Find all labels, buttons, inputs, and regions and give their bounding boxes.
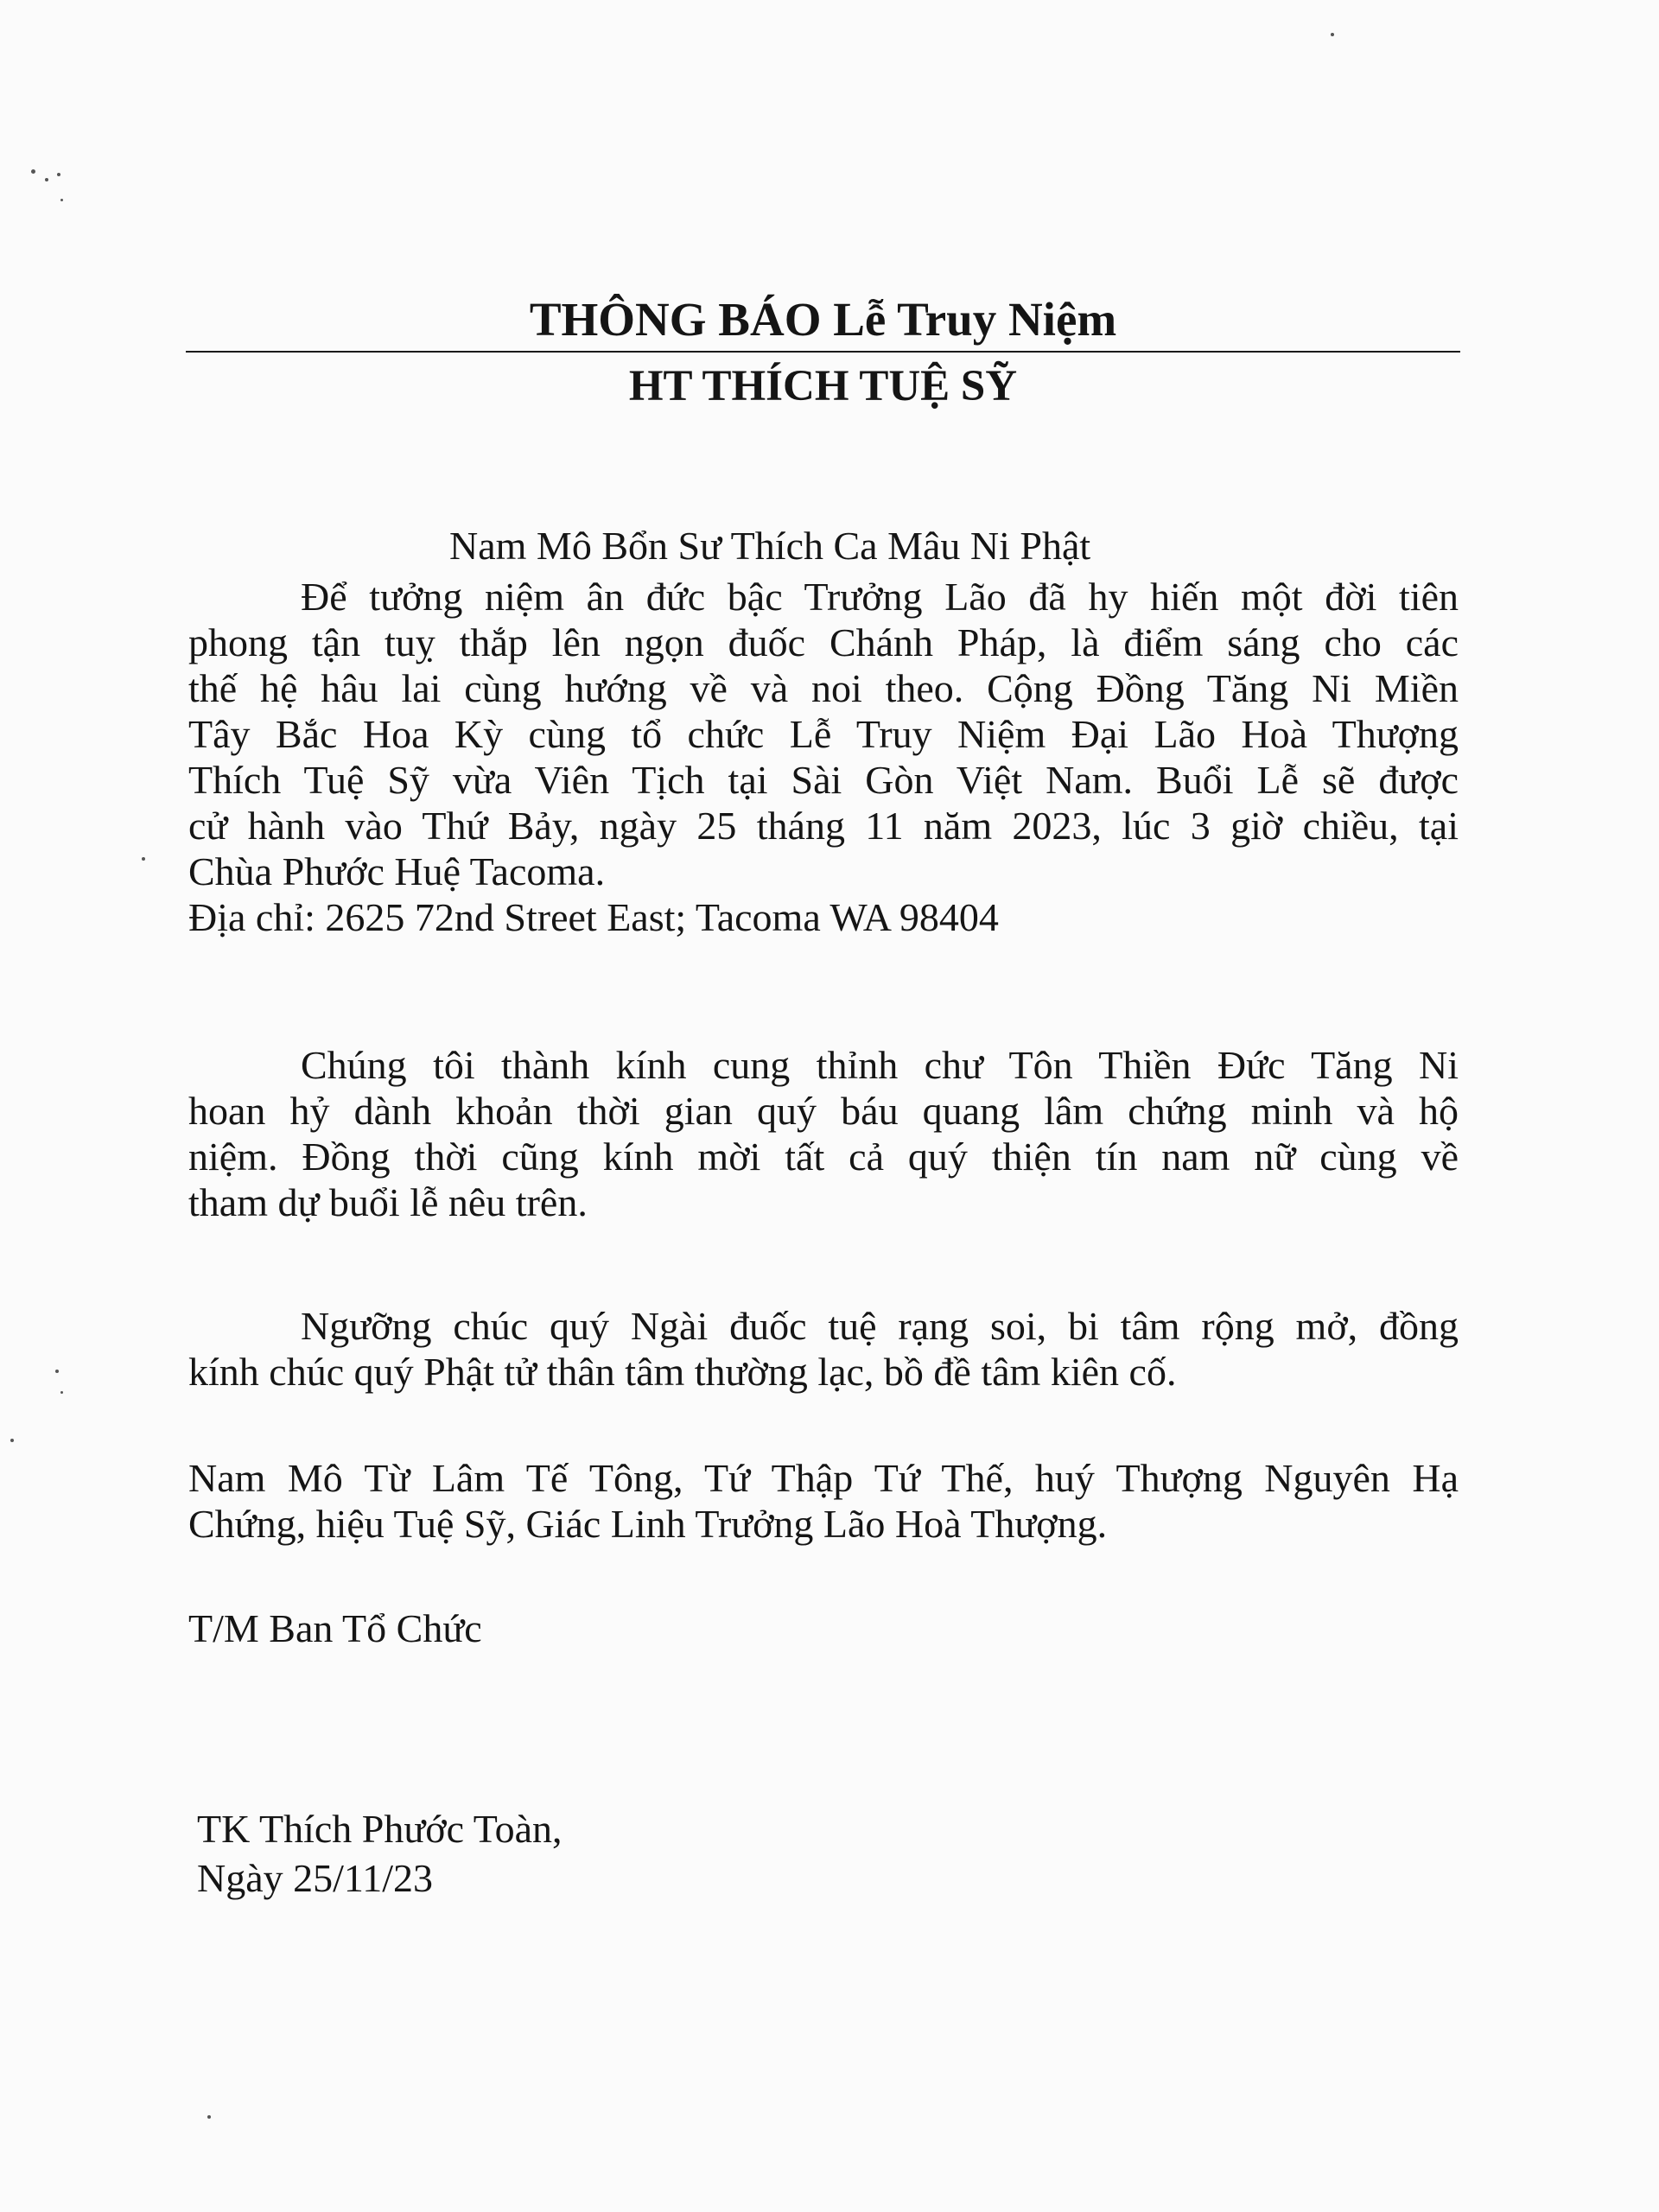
scan-speck — [57, 173, 60, 176]
scan-speck — [55, 1370, 59, 1373]
paragraph-line: thế hệ hâu lai cùng hướng về và noi theo. Cộng Đồng Tăng Ni Miền — [188, 666, 1459, 710]
paragraph-line: Chứng, hiệu Tuệ Sỹ, Giác Linh Trưởng Lão Hoà Thượng. — [188, 1502, 1108, 1546]
paragraph-line: Tây Bắc Hoa Kỳ cùng tổ chức Lễ Truy Niệm Đại Lão Hoà Thượng — [188, 712, 1459, 756]
paragraph-line: Chúng tôi thành kính cung thỉnh chư Tôn Thiền Đức Tăng Ni — [301, 1043, 1459, 1087]
paragraph-homage — [188, 1455, 1459, 1547]
scan-speck — [31, 169, 35, 174]
paragraph-invitation — [188, 1042, 1459, 1225]
paragraph-line: Thích Tuệ Sỹ vừa Viên Tịch tại Sài Gòn Việt Nam. Buổi Lễ sẽ được — [188, 758, 1459, 802]
invocation-line: Nam Mô Bổn Sư Thích Ca Mâu Ni Phật — [449, 524, 1091, 568]
scan-speck — [45, 178, 48, 181]
signature-block — [197, 1806, 1467, 1901]
scan-speck — [142, 857, 145, 861]
paragraph-line: Để tưởng niệm ân đức bậc Trưởng Lão đã hy hiến một đời tiên — [301, 575, 1459, 619]
paragraph-blessing — [188, 1303, 1459, 1395]
organizer-line: T/M Ban Tổ Chức — [188, 1606, 482, 1650]
paragraph-line: phong tận tuỵ thắp lên ngọn đuốc Chánh Pháp, là điểm sáng cho các — [188, 620, 1459, 664]
signature-date: Ngày 25/11/23 — [197, 1856, 433, 1900]
scan-speck — [207, 2115, 211, 2119]
scan-speck — [60, 199, 63, 201]
scan-speck — [10, 1439, 14, 1442]
address-line: Địa chỉ: 2625 72nd Street East; Tacoma WA 98404 — [188, 895, 999, 939]
page-subtitle: HT THÍCH TUỆ SỸ — [628, 362, 1018, 410]
page-title: THÔNG BÁO Lễ Truy Niệm — [529, 293, 1117, 346]
paragraph-line: Ngưỡng chúc quý Ngài đuốc tuệ rạng soi, bi tâm rộng mở, đồng — [301, 1304, 1459, 1348]
paragraph-line: niệm. Đồng thời cũng kính mời tất cả quý thiện tín nam nữ cùng về — [188, 1135, 1459, 1179]
paragraph-line: kính chúc quý Phật tử thân tâm thường lạc, bồ đề tâm kiên cố. — [188, 1350, 1177, 1394]
signature-name: TK Thích Phước Toàn, — [197, 1807, 563, 1851]
paragraph-line: hoan hỷ dành khoản thời gian quý báu quang lâm chứng minh và hộ — [188, 1089, 1459, 1133]
paragraph-line: tham dự buổi lễ nêu trên. — [188, 1180, 588, 1224]
paragraph-announcement — [188, 574, 1459, 940]
title-divider — [186, 351, 1460, 353]
paragraph-line: Nam Mô Từ Lâm Tế Tông, Tứ Thập Tứ Thế, huý Thượng Nguyên Hạ — [188, 1456, 1459, 1500]
paragraph-line: Chùa Phước Huệ Tacoma. — [188, 849, 606, 893]
scan-speck — [60, 1391, 63, 1394]
scan-speck — [1331, 33, 1334, 36]
paragraph-line: cử hành vào Thứ Bảy, ngày 25 tháng 11 năm 2023, lúc 3 giờ chiều, tại — [188, 804, 1459, 848]
